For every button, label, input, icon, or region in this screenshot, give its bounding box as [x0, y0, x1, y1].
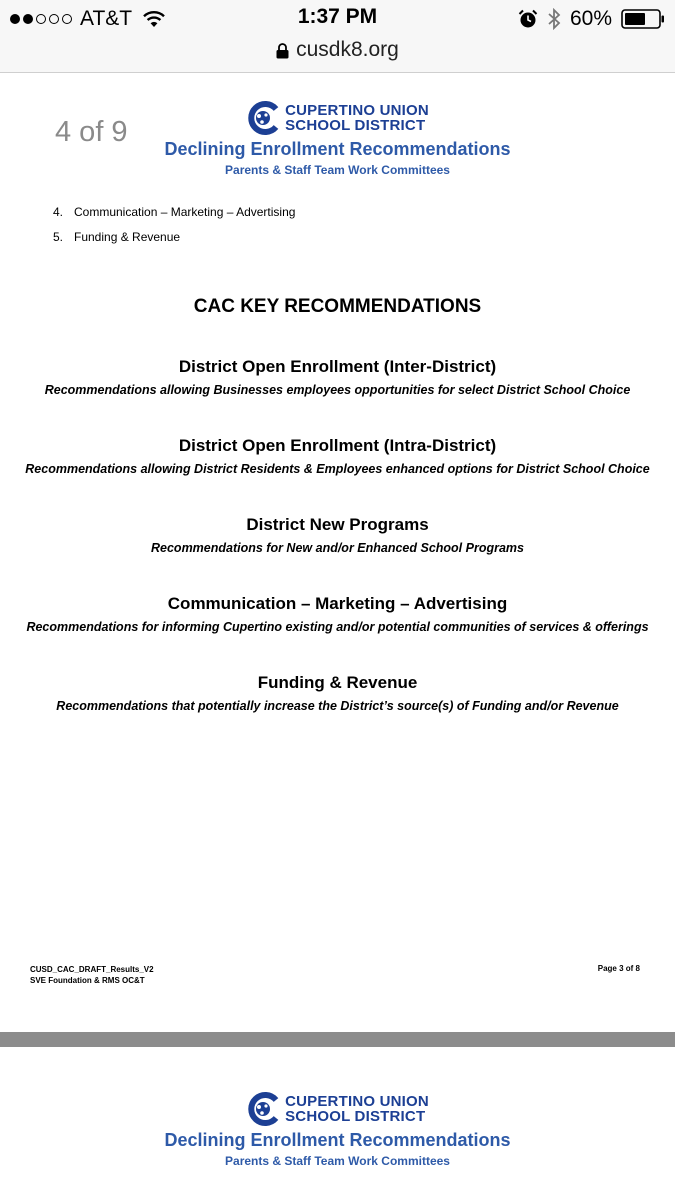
section-heading: CAC KEY RECOMMENDATIONS: [193, 296, 482, 317]
district-logo-icon: [246, 100, 282, 136]
district-logo: [0, 1091, 675, 1127]
list-item: [53, 205, 295, 219]
footer-org: SVE Foundation & RMS OC&T: [30, 976, 145, 984]
carrier-name: AT&T: [80, 7, 133, 30]
status-right: [518, 6, 665, 32]
recommendation-description: Recommendations for New and/or Enhanced School Programs: [151, 541, 524, 555]
battery-percentage: 60%: [569, 7, 612, 30]
recommendation-block: [0, 594, 675, 634]
recommendation-title: Communication – Marketing – Advertising: [167, 594, 508, 613]
document-title: Declining Enrollment Recommendations: [164, 139, 511, 159]
list-text: Funding & Revenue: [74, 230, 181, 244]
recommendation-block: [0, 436, 675, 476]
page-footer-left: [30, 964, 154, 984]
recommendation-title: District Open Enrollment (Inter-District): [178, 357, 497, 376]
recommendation-block: [0, 515, 675, 555]
recommendation-description: Recommendations allowing District Residents & Employees enhanced options for District School Choice: [25, 462, 650, 476]
lock-icon: [276, 42, 289, 59]
recommendation-description: Recommendations that potentially increase the District’s source(s) of Funding and/or Revenue: [56, 699, 619, 713]
document-subtitle: Parents & Staff Team Work Committees: [225, 1154, 450, 1168]
clock: 1:37 PM: [297, 5, 378, 28]
list-text: Communication – Marketing – Advertising: [74, 205, 296, 219]
recommendation-title: Funding & Revenue: [257, 673, 418, 692]
district-logo-text: [285, 103, 429, 133]
status-bar: [0, 0, 675, 73]
document-subtitle: Parents & Staff Team Work Committees: [225, 163, 450, 177]
document-header: [0, 100, 675, 177]
recommendation-block: [0, 673, 675, 713]
logo-line-1: CUPERTINO UNION: [285, 102, 429, 119]
recommendation-description: Recommendations allowing Businesses employees opportunities for select District School Choice: [44, 383, 631, 397]
logo-line-2: SCHOOL DISTRICT: [285, 117, 426, 134]
logo-line-1: CUPERTINO UNION: [285, 1093, 429, 1110]
district-logo: [0, 100, 675, 136]
document-title: Declining Enrollment Recommendations: [164, 1130, 511, 1150]
list-number: 4.: [53, 205, 64, 219]
battery-icon: [621, 9, 665, 29]
footer-filename: CUSD_CAC_DRAFT_Results_V2: [30, 965, 154, 974]
next-page-header: [0, 1091, 675, 1168]
list-number: 5.: [53, 230, 64, 244]
recommendation-description: Recommendations for informing Cupertino existing and/or potential communities of services & offerings: [26, 620, 649, 634]
district-logo-text: [285, 1094, 429, 1124]
recommendation-block: [0, 357, 675, 397]
page-separator: [0, 1032, 675, 1047]
district-logo-icon: [246, 1091, 282, 1127]
logo-line-2: SCHOOL DISTRICT: [285, 1108, 426, 1125]
list-item: [53, 230, 180, 244]
alarm-icon: [518, 9, 538, 29]
page-counter: 4 of 9: [55, 116, 128, 148]
bluetooth-icon: [547, 8, 561, 30]
url-text: cusdk8.org: [296, 38, 399, 61]
address-bar[interactable]: [0, 36, 675, 64]
page-footer-page-number: Page 3 of 8: [597, 964, 640, 973]
recommendation-title: District New Programs: [246, 515, 429, 534]
recommendation-title: District Open Enrollment (Intra-District): [178, 436, 497, 455]
